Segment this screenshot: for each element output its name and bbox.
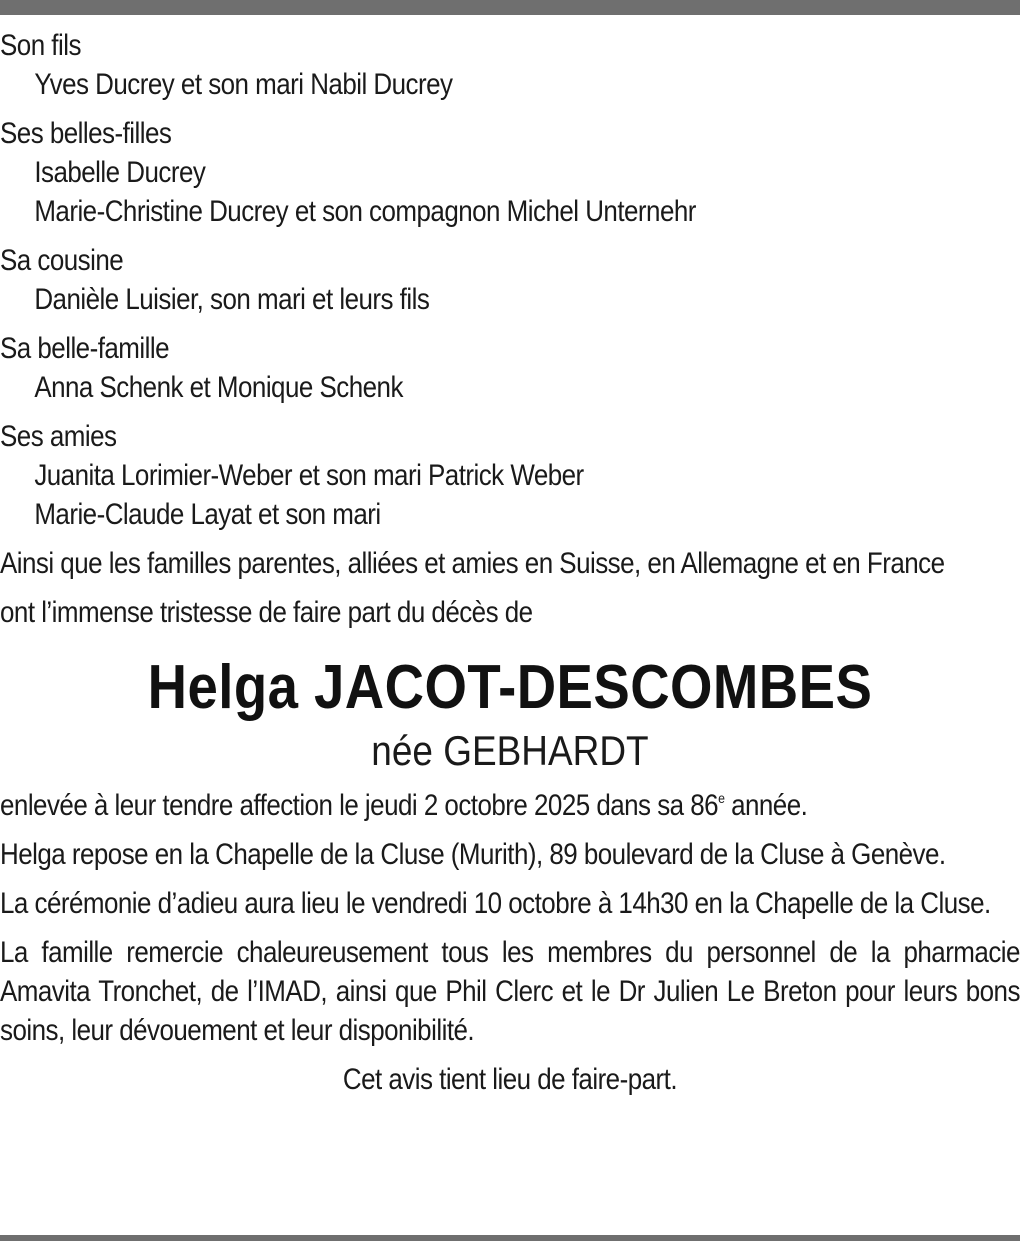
- group-heading: Ses amies: [0, 420, 117, 453]
- deceased-block: [0, 652, 1020, 778]
- group-heading: Son fils: [0, 29, 81, 62]
- family-group-son: [0, 26, 1020, 104]
- family-group-in-laws: [0, 329, 1020, 407]
- death-text-end: année.: [724, 789, 808, 822]
- death-paragraph: [0, 786, 1020, 825]
- group-member: Anna Schenk et Monique Schenk: [34, 371, 403, 404]
- group-member: Isabelle Ducrey: [34, 156, 206, 189]
- group-member: Marie-Claude Layat et son mari: [34, 498, 381, 531]
- group-member: Juanita Lorimier-Weber et son mari Patrick Weber: [34, 459, 584, 492]
- family-group-friends: [0, 417, 1020, 534]
- family-group-daughters-in-law: [0, 114, 1020, 231]
- group-member: Danièle Luisier, son mari et leurs fils: [34, 283, 430, 316]
- deceased-name: Helga JACOT-DESCOMBES: [147, 653, 873, 722]
- group-heading: Sa cousine: [0, 244, 124, 277]
- group-heading: Ses belles-filles: [0, 117, 172, 150]
- repose-paragraph: Helga repose en la Chapelle de la Cluse (Murith), 89 boulevard de la Cluse à Genève.: [0, 838, 946, 871]
- top-rule: [0, 0, 1020, 15]
- ordinal-suffix: e: [718, 790, 725, 806]
- group-heading: Sa belle-famille: [0, 332, 170, 365]
- group-member: Marie-Christine Ducrey et son compagnon Michel Unternehr: [34, 195, 696, 228]
- obituary-notice: [0, 26, 1020, 1109]
- family-group-cousin: [0, 241, 1020, 319]
- announcement-paragraph: ont l’immense tristesse de faire part du décès de: [0, 596, 533, 629]
- death-text: enlevée à leur tendre affection le jeudi 2 octobre 2025 dans sa 86: [0, 789, 719, 822]
- closing-paragraph: Cet avis tient lieu de faire-part.: [342, 1063, 678, 1096]
- bottom-rule: [0, 1235, 1020, 1241]
- maiden-name: née GEBHARDT: [371, 727, 649, 774]
- thanks-paragraph: La famille remercie chaleureusement tous les membres du personnel de la pharmacie Amavita Tronchet, de l’IMAD, ainsi que Phil Clerc et le Dr Julien Le Breton pour leurs bons soins, leur dévouement et leur disponibilité.: [0, 936, 1020, 1047]
- group-member: Yves Ducrey et son mari Nabil Ducrey: [34, 68, 453, 101]
- ceremony-paragraph: La cérémonie d’adieu aura lieu le vendredi 10 octobre à 14h30 en la Chapelle de la Cluse.: [0, 887, 991, 920]
- relatives-paragraph: Ainsi que les familles parentes, alliées et amies en Suisse, en Allemagne et en France: [0, 547, 945, 580]
